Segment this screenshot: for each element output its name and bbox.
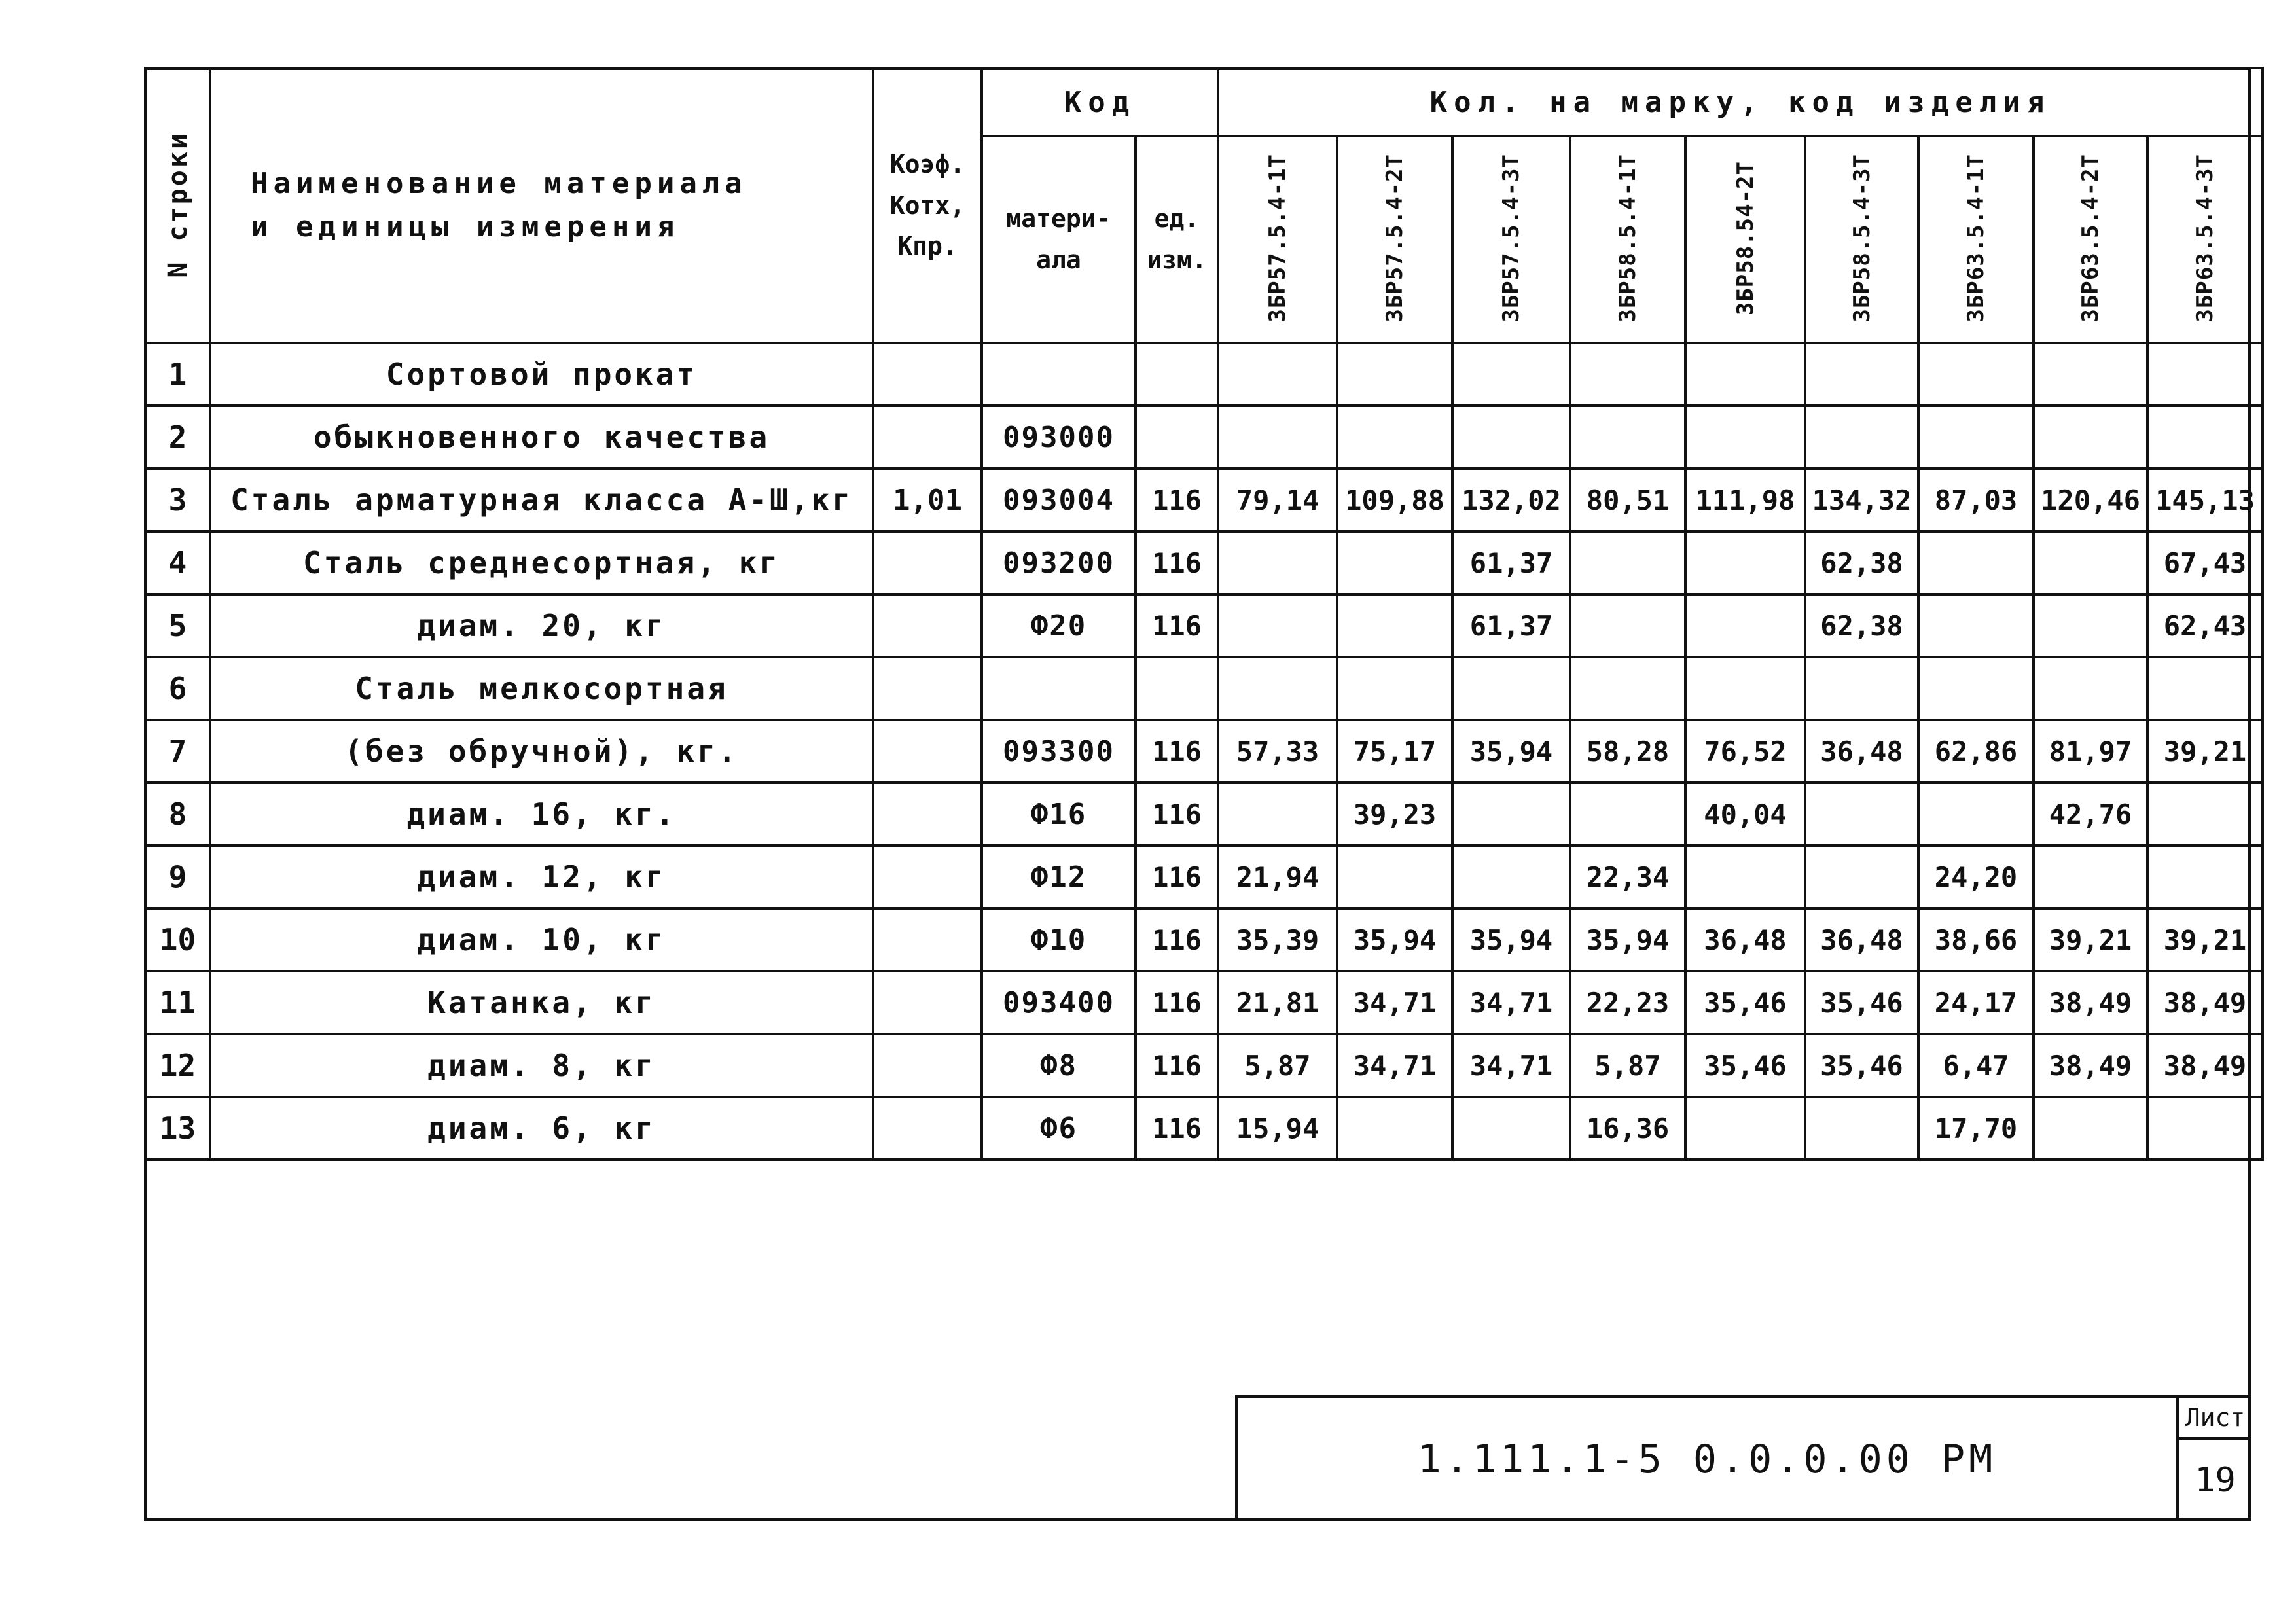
table-row <box>145 971 2263 1034</box>
unit-code: 116 <box>1136 469 1218 531</box>
unit-code <box>1136 657 1218 720</box>
quantity-cell: 38,49 <box>2034 1034 2147 1097</box>
quantity-cell <box>1685 531 1805 594</box>
row-number: 9 <box>145 846 210 908</box>
header-mark <box>1685 136 1805 343</box>
header-mark <box>1337 136 1452 343</box>
quantity-cell <box>1570 783 1685 846</box>
quantity-cell: 22,34 <box>1570 846 1685 908</box>
material-name: диам. 12, кг <box>210 846 873 908</box>
table-row <box>145 406 2263 469</box>
quantity-cell: 21,81 <box>1218 971 1337 1034</box>
coefficient <box>873 343 982 406</box>
quantity-cell: 35,46 <box>1805 971 1918 1034</box>
quantity-cell <box>1918 406 2034 469</box>
material-name: Сталь мелкосортная <box>210 657 873 720</box>
material-name: Сталь арматурная класса А-Ш,кг <box>210 469 873 531</box>
quantity-cell <box>2034 343 2147 406</box>
quantity-cell: 24,20 <box>1918 846 2034 908</box>
mark-label: 3БР57.5.4-3Т <box>1498 154 1524 323</box>
coefficient <box>873 1097 982 1160</box>
quantity-cell <box>2147 406 2263 469</box>
material-code <box>982 343 1136 406</box>
quantity-cell <box>1918 343 2034 406</box>
quantity-cell: 35,46 <box>1685 971 1805 1034</box>
coefficient <box>873 594 982 657</box>
mark-label: 3БР58.54-2Т <box>1732 160 1759 316</box>
header-code-material <box>982 136 1136 343</box>
quantity-cell <box>1337 846 1452 908</box>
quantity-cell: 58,28 <box>1570 720 1685 783</box>
quantity-cell: 24,17 <box>1918 971 2034 1034</box>
quantity-cell <box>2034 531 2147 594</box>
unit-code: 116 <box>1136 783 1218 846</box>
quantity-cell: 145,13 <box>2147 469 2263 531</box>
quantity-cell <box>1452 657 1570 720</box>
quantity-cell: 76,52 <box>1685 720 1805 783</box>
row-number: 8 <box>145 783 210 846</box>
quantity-cell: 80,51 <box>1570 469 1685 531</box>
quantity-cell: 5,87 <box>1570 1034 1685 1097</box>
row-number: 12 <box>145 1034 210 1097</box>
unit-code: 116 <box>1136 908 1218 971</box>
coefficient <box>873 971 982 1034</box>
row-number: 5 <box>145 594 210 657</box>
quantity-cell <box>1918 783 2034 846</box>
table-row <box>145 783 2263 846</box>
header-code-material-line2: ала <box>1036 245 1081 274</box>
sheet-box <box>2176 1398 2251 1521</box>
material-name: диам. 8, кг <box>210 1034 873 1097</box>
quantity-cell <box>1918 531 2034 594</box>
quantity-cell <box>1805 783 1918 846</box>
quantity-cell <box>1918 594 2034 657</box>
quantity-cell: 36,48 <box>1685 908 1805 971</box>
header-code-unit-line2: изм. <box>1147 245 1207 274</box>
quantity-cell: 34,71 <box>1337 1034 1452 1097</box>
table-body <box>145 343 2263 1160</box>
header-row-number-label: N строки <box>162 130 193 278</box>
table-row <box>145 1097 2263 1160</box>
material-code: Ф16 <box>982 783 1136 846</box>
quantity-cell <box>1218 343 1337 406</box>
material-name: Катанка, кг <box>210 971 873 1034</box>
quantity-cell: 38,49 <box>2034 971 2147 1034</box>
row-number: 2 <box>145 406 210 469</box>
quantity-cell: 111,98 <box>1685 469 1805 531</box>
material-name: обыкновенного качества <box>210 406 873 469</box>
material-code: 093300 <box>982 720 1136 783</box>
quantity-cell: 132,02 <box>1452 469 1570 531</box>
material-code: Ф10 <box>982 908 1136 971</box>
quantity-cell <box>1337 406 1452 469</box>
mark-label: 3БР58.5.4-1Т <box>1615 154 1641 323</box>
quantity-cell: 57,33 <box>1218 720 1337 783</box>
quantity-cell <box>1218 657 1337 720</box>
quantity-cell: 35,46 <box>1685 1034 1805 1097</box>
quantity-cell: 34,71 <box>1337 971 1452 1034</box>
quantity-cell: 62,43 <box>2147 594 2263 657</box>
material-code: 093400 <box>982 971 1136 1034</box>
table-row <box>145 531 2263 594</box>
header-mark <box>1452 136 1570 343</box>
quantity-cell <box>1337 657 1452 720</box>
quantity-cell <box>1685 406 1805 469</box>
quantity-cell: 87,03 <box>1918 469 2034 531</box>
quantity-cell: 35,94 <box>1337 908 1452 971</box>
header-mark <box>1218 136 1337 343</box>
quantity-cell: 35,94 <box>1452 908 1570 971</box>
quantity-cell: 75,17 <box>1337 720 1452 783</box>
quantity-cell <box>1218 594 1337 657</box>
quantity-cell: 134,32 <box>1805 469 1918 531</box>
coefficient <box>873 720 982 783</box>
row-number: 6 <box>145 657 210 720</box>
unit-code: 116 <box>1136 594 1218 657</box>
unit-code <box>1136 406 1218 469</box>
quantity-cell <box>1218 406 1337 469</box>
quantity-cell: 6,47 <box>1918 1034 2034 1097</box>
mark-label: 3БР63.5.4-3Т <box>2192 154 2218 323</box>
table-row <box>145 657 2263 720</box>
row-number: 1 <box>145 343 210 406</box>
mark-label: 3БР57.5.4-1Т <box>1265 154 1291 323</box>
coefficient <box>873 657 982 720</box>
quantity-cell: 62,38 <box>1805 594 1918 657</box>
table-row <box>145 846 2263 908</box>
quantity-cell: 39,21 <box>2147 720 2263 783</box>
coefficient <box>873 908 982 971</box>
quantity-cell: 35,46 <box>1805 1034 1918 1097</box>
material-name: диам. 10, кг <box>210 908 873 971</box>
table-row <box>145 720 2263 783</box>
sheet-number: 19 <box>2195 1461 2236 1500</box>
quantity-cell: 34,71 <box>1452 971 1570 1034</box>
header-mark <box>1570 136 1685 343</box>
quantity-cell <box>1918 657 2034 720</box>
unit-code: 116 <box>1136 1034 1218 1097</box>
table-row <box>145 469 2263 531</box>
quantity-cell <box>1218 783 1337 846</box>
quantity-cell: 109,88 <box>1337 469 1452 531</box>
quantity-cell: 81,97 <box>2034 720 2147 783</box>
quantity-cell <box>2034 406 2147 469</box>
header-name-line1: Наименование материала <box>251 167 747 200</box>
quantity-cell: 22,23 <box>1570 971 1685 1034</box>
quantity-cell: 21,94 <box>1218 846 1337 908</box>
material-code: 093004 <box>982 469 1136 531</box>
quantity-cell <box>1337 531 1452 594</box>
quantity-cell: 61,37 <box>1452 594 1570 657</box>
row-number: 7 <box>145 720 210 783</box>
quantity-cell <box>1452 783 1570 846</box>
quantity-cell: 79,14 <box>1218 469 1337 531</box>
quantity-cell: 35,94 <box>1452 720 1570 783</box>
materials-table <box>144 67 2264 1161</box>
quantity-cell: 39,23 <box>1337 783 1452 846</box>
unit-code: 116 <box>1136 1097 1218 1160</box>
header-code-unit-line1: ед. <box>1154 204 1200 234</box>
material-code: Ф20 <box>982 594 1136 657</box>
quantity-cell: 62,86 <box>1918 720 2034 783</box>
quantity-cell: 61,37 <box>1452 531 1570 594</box>
sheet-label: Лист <box>2179 1398 2251 1440</box>
mark-label: 3БР63.5.4-2Т <box>2077 154 2104 323</box>
quantity-cell <box>1570 594 1685 657</box>
quantity-cell <box>2034 1097 2147 1160</box>
quantity-cell: 36,48 <box>1805 908 1918 971</box>
header-code-unit <box>1136 136 1218 343</box>
header-coef-line2: Котх, <box>889 190 965 220</box>
quantity-cell <box>1570 343 1685 406</box>
header-code-group: Код <box>982 68 1218 136</box>
quantity-cell: 34,71 <box>1452 1034 1570 1097</box>
material-name: Сортовой прокат <box>210 343 873 406</box>
quantity-cell: 5,87 <box>1218 1034 1337 1097</box>
quantity-cell: 39,21 <box>2147 908 2263 971</box>
material-name: диам. 6, кг <box>210 1097 873 1160</box>
coefficient <box>873 783 982 846</box>
table-row <box>145 908 2263 971</box>
unit-code: 116 <box>1136 971 1218 1034</box>
quantity-cell <box>1805 657 1918 720</box>
quantity-cell: 38,49 <box>2147 971 2263 1034</box>
material-name: Сталь среднесортная, кг <box>210 531 873 594</box>
quantity-cell <box>2034 594 2147 657</box>
quantity-cell <box>1805 1097 1918 1160</box>
coefficient <box>873 406 982 469</box>
table-row <box>145 594 2263 657</box>
header-quantity-group: Кол. на марку, код изделия <box>1218 68 2263 136</box>
quantity-cell <box>1685 594 1805 657</box>
quantity-cell <box>2034 657 2147 720</box>
quantity-cell: 38,66 <box>1918 908 2034 971</box>
material-code <box>982 657 1136 720</box>
quantity-cell <box>1452 1097 1570 1160</box>
row-number: 11 <box>145 971 210 1034</box>
row-number: 3 <box>145 469 210 531</box>
header-row-number <box>145 68 210 343</box>
coefficient: 1,01 <box>873 469 982 531</box>
header-name-line2: и единицы измерения <box>251 210 680 243</box>
header-mark <box>1918 136 2034 343</box>
row-number: 10 <box>145 908 210 971</box>
quantity-cell <box>1570 531 1685 594</box>
coefficient <box>873 846 982 908</box>
mark-label: 3БР63.5.4-1Т <box>1963 154 1989 323</box>
quantity-cell <box>2147 343 2263 406</box>
quantity-cell: 35,39 <box>1218 908 1337 971</box>
quantity-cell: 36,48 <box>1805 720 1918 783</box>
quantity-cell <box>1805 846 1918 908</box>
quantity-cell <box>2147 783 2263 846</box>
coefficient <box>873 531 982 594</box>
header-material-name <box>210 68 873 343</box>
quantity-cell <box>1805 343 1918 406</box>
material-code: 093200 <box>982 531 1136 594</box>
quantity-cell: 16,36 <box>1570 1097 1685 1160</box>
mark-label: 3БР58.5.4-3Т <box>1848 154 1875 323</box>
quantity-cell <box>1337 343 1452 406</box>
quantity-cell <box>1452 343 1570 406</box>
quantity-cell <box>1337 1097 1452 1160</box>
quantity-cell: 62,38 <box>1805 531 1918 594</box>
row-number: 13 <box>145 1097 210 1160</box>
quantity-cell <box>2147 846 2263 908</box>
quantity-cell <box>1685 343 1805 406</box>
quantity-cell: 39,21 <box>2034 908 2147 971</box>
header-coef-line3: Кпр. <box>897 232 958 261</box>
header-coef-line1: Коэф. <box>889 149 965 179</box>
quantity-cell: 67,43 <box>2147 531 2263 594</box>
material-name: диам. 16, кг. <box>210 783 873 846</box>
quantity-cell: 42,76 <box>2034 783 2147 846</box>
quantity-cell <box>2147 1097 2263 1160</box>
quantity-cell <box>2034 846 2147 908</box>
material-code: Ф6 <box>982 1097 1136 1160</box>
quantity-cell: 15,94 <box>1218 1097 1337 1160</box>
table-row <box>145 1034 2263 1097</box>
quantity-cell <box>1685 846 1805 908</box>
coefficient <box>873 1034 982 1097</box>
quantity-cell <box>1218 531 1337 594</box>
row-number: 4 <box>145 531 210 594</box>
document-designation: 1.111.1-5 0.0.0.00 РМ <box>1417 1436 1997 1482</box>
quantity-cell <box>1337 594 1452 657</box>
header-coefficient <box>873 68 982 343</box>
material-code: Ф8 <box>982 1034 1136 1097</box>
unit-code: 116 <box>1136 846 1218 908</box>
table-row <box>145 343 2263 406</box>
unit-code: 116 <box>1136 720 1218 783</box>
quantity-cell <box>1570 657 1685 720</box>
quantity-cell: 35,94 <box>1570 908 1685 971</box>
quantity-cell <box>1452 846 1570 908</box>
quantity-cell <box>2147 657 2263 720</box>
quantity-cell: 120,46 <box>2034 469 2147 531</box>
quantity-cell: 38,49 <box>2147 1034 2263 1097</box>
quantity-cell <box>1805 406 1918 469</box>
quantity-cell <box>1685 1097 1805 1160</box>
mark-label: 3БР57.5.4-2Т <box>1382 154 1408 323</box>
unit-code <box>1136 343 1218 406</box>
material-code: 093000 <box>982 406 1136 469</box>
quantity-cell: 17,70 <box>1918 1097 2034 1160</box>
header-mark <box>2147 136 2263 343</box>
header-code-material-line1: матери- <box>1006 204 1111 234</box>
quantity-cell <box>1452 406 1570 469</box>
header-mark <box>1805 136 1918 343</box>
header-mark <box>2034 136 2147 343</box>
unit-code: 116 <box>1136 531 1218 594</box>
quantity-cell <box>1570 406 1685 469</box>
title-block <box>1235 1395 2251 1521</box>
material-name: диам. 20, кг <box>210 594 873 657</box>
material-code: Ф12 <box>982 846 1136 908</box>
quantity-cell <box>1685 657 1805 720</box>
material-name: (без обручной), кг. <box>210 720 873 783</box>
quantity-cell: 40,04 <box>1685 783 1805 846</box>
